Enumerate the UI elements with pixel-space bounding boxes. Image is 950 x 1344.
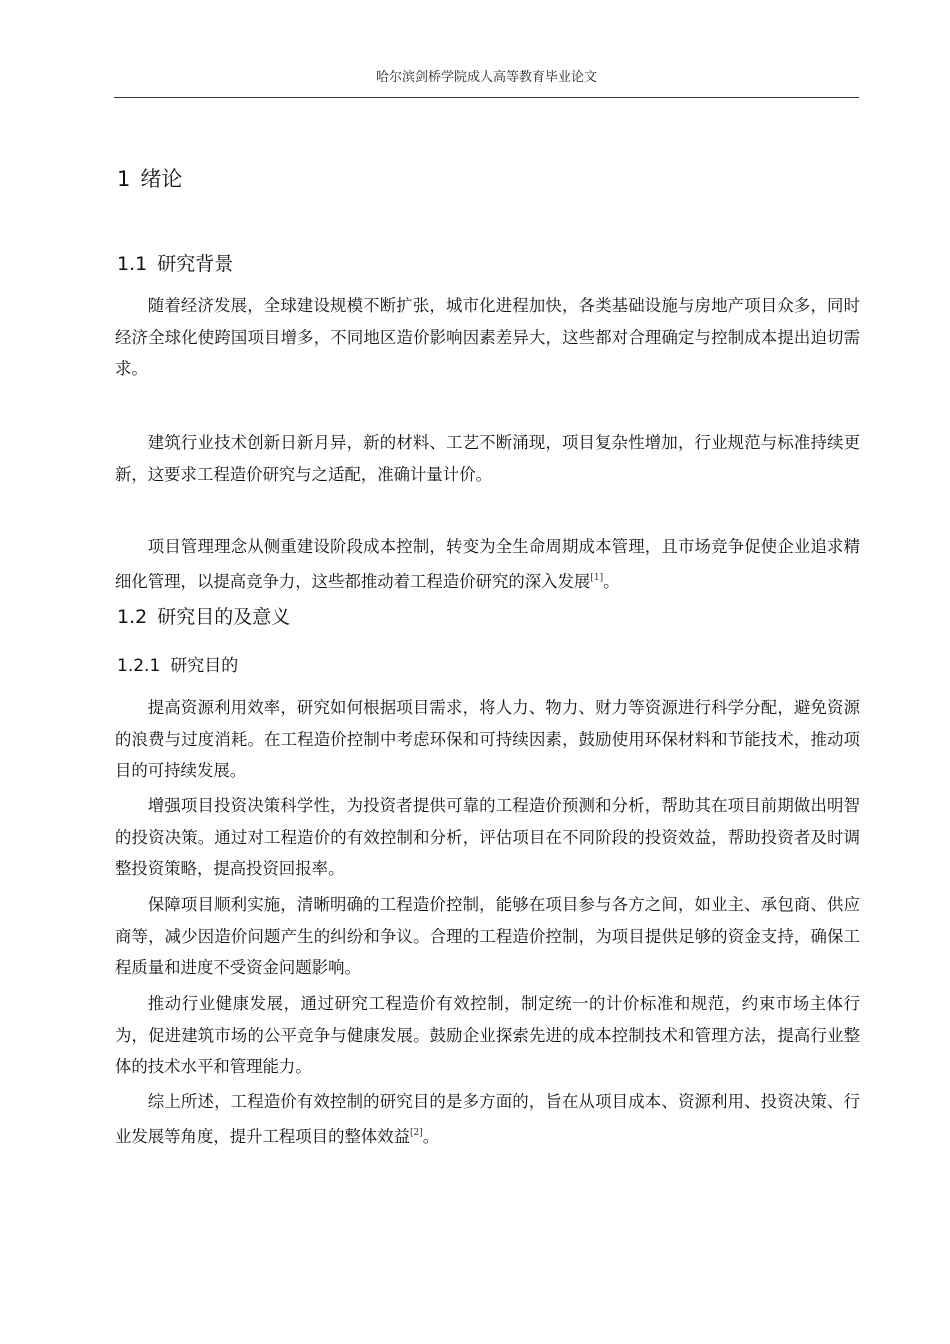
paragraph: 推动行业健康发展，通过研究工程造价有效控制，制定统一的计价标准和规范，约束市场主体行为，促进建筑市场的公平竞争与健康发展。鼓励企业探索先进的成本控制技术和管理方法，提高行业整体的技术水平和管理能力。	[115, 994, 860, 1076]
paragraph-text: 综上所述，工程造价有效控制的研究目的是多方面的，旨在从项目成本、资源利用、投资决策、行业发展等角度，提升工程项目的整体效益	[115, 1092, 860, 1146]
paragraph: 建筑行业技术创新日新月异，新的材料、工艺不断涌现，项目复杂性增加，行业规范与标准持续更新，这要求工程造价研究与之适配，准确计量计价。	[115, 433, 860, 484]
subsection-heading-1-2-1	[117, 651, 238, 676]
paragraph: 随着经济发展，全球建设规模不断扩张，城市化进程加快，各类基础设施与房地产项目众多，同时经济全球化使跨国项目增多，不同地区造价影响因素差异大，这些都对合理确定与控制成本提出迫切需求。	[115, 296, 860, 378]
paragraph: 保障项目顺利实施，清晰明确的工程造价控制，能够在项目参与各方之间，如业主、承包商、供应商等，减少因造价问题产生的纠纷和争议。合理的工程造价控制，为项目提供足够的资金支持，确保工程质量和进度不受资金问题影响。	[115, 895, 860, 977]
section-heading-1-1	[117, 249, 233, 276]
header-rule	[114, 97, 859, 98]
chapter-heading	[117, 163, 182, 193]
citation-marker: [1]	[590, 572, 604, 583]
section-title: 研究目的及意义	[157, 606, 291, 628]
citation-marker: [2]	[410, 1127, 423, 1138]
page-header: 哈尔滨剑桥学院成人高等教育毕业论文	[375, 70, 597, 85]
section-number: 1.2	[117, 606, 148, 628]
paragraph-end: 。	[422, 1126, 440, 1146]
subsection-title: 研究目的	[170, 656, 239, 676]
paragraph: 增强项目投资决策科学性，为投资者提供可靠的工程造价预测和分析，帮助其在项目前期做出明智的投资决策。通过对工程造价的有效控制和分析，评估项目在不同阶段的投资效益，帮助投资者及时调整投资策略，提高投资回报率。	[115, 796, 860, 878]
section-title: 研究背景	[157, 253, 234, 275]
paragraph: 提高资源利用效率，研究如何根据项目需求，将人力、物力、财力等资源进行科学分配，避免资源的浪费与过度消耗。在工程造价控制中考虑环保和可持续因素，鼓励使用环保材料和节能技术，推动项目的可持续发展。	[115, 698, 860, 780]
section-number: 1.1	[117, 253, 148, 275]
paragraph-text: 项目管理理念从侧重建设阶段成本控制，转变为全生命周期成本管理，且市场竞争促使企业追求精细化管理，以提高竞争力，这些都推动着工程造价研究的深入发展	[115, 537, 860, 591]
chapter-title: 绪论	[140, 167, 183, 191]
paragraph	[115, 531, 860, 597]
subsection-number: 1.2.1	[117, 656, 161, 676]
chapter-number: 1	[117, 167, 131, 191]
paragraph	[115, 1086, 860, 1152]
section-heading-1-2	[117, 602, 290, 629]
paragraph-end: 。	[603, 571, 620, 591]
